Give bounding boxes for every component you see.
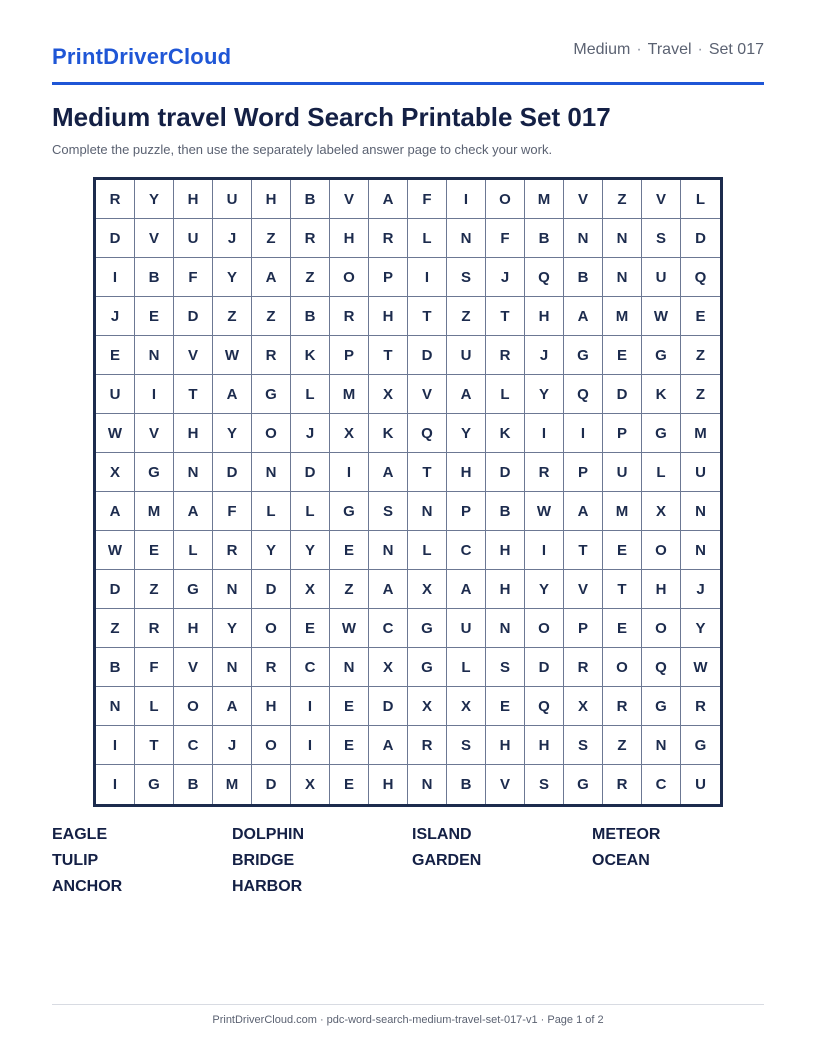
grid-cell: D — [174, 297, 213, 336]
word-list-item: METEOR — [592, 826, 661, 843]
grid-cell: V — [564, 180, 603, 219]
grid-cell: X — [564, 687, 603, 726]
grid-cell: V — [174, 336, 213, 375]
grid-cell: W — [642, 297, 681, 336]
word-list-item: DOLPHIN — [232, 826, 304, 843]
grid-cell: P — [369, 258, 408, 297]
grid-cell: O — [252, 726, 291, 765]
grid-cell: C — [174, 726, 213, 765]
grid-cell: B — [486, 492, 525, 531]
grid-cell: M — [525, 180, 564, 219]
grid-cell: L — [252, 492, 291, 531]
grid-cell: Z — [213, 297, 252, 336]
grid-cell: U — [447, 609, 486, 648]
grid-cell: S — [447, 258, 486, 297]
grid-cell: A — [369, 570, 408, 609]
grid-cell: T — [603, 570, 642, 609]
grid-cell: V — [564, 570, 603, 609]
grid-cell: F — [213, 492, 252, 531]
grid-cell: W — [525, 492, 564, 531]
grid-cell: R — [330, 297, 369, 336]
grid-cell: Y — [135, 180, 174, 219]
grid-cell: U — [695, 776, 706, 793]
grid-cell: N — [564, 219, 603, 258]
grid-cell: I — [291, 726, 330, 765]
grid-cell: Y — [525, 375, 564, 414]
grid-cell: P — [564, 609, 603, 648]
grid-cell: J — [213, 219, 252, 258]
grid-cell: H — [486, 531, 525, 570]
grid-cell: N — [213, 648, 252, 687]
grid-cell: U — [603, 453, 642, 492]
grid-cell: P — [447, 492, 486, 531]
grid-cell: T — [408, 453, 447, 492]
grid-cell: H — [525, 726, 564, 765]
grid-cell: Y — [447, 414, 486, 453]
grid-cell: G — [564, 765, 603, 804]
brand-logo: PrintDriverCloud — [52, 44, 232, 69]
grid-cell: D — [408, 336, 447, 375]
grid-cell: G — [681, 726, 720, 765]
word-list-item: BRIDGE — [232, 852, 295, 869]
grid-cell: Q — [408, 414, 447, 453]
grid-cell: G — [564, 336, 603, 375]
grid-cell: Y — [681, 609, 720, 648]
grid-cell: L — [447, 648, 486, 687]
grid-cell: R — [525, 453, 564, 492]
grid-cell: N — [681, 531, 720, 570]
grid-cell: A — [252, 258, 291, 297]
grid-cell: R — [603, 765, 642, 804]
grid-cell: W — [213, 336, 252, 375]
grid-cell: B — [525, 219, 564, 258]
grid-cell: J — [291, 414, 330, 453]
grid-cell: W — [96, 414, 135, 453]
grid-cell: B — [447, 765, 486, 804]
grid-cell: S — [447, 726, 486, 765]
grid-cell: R — [96, 180, 135, 219]
grid-cell: X — [369, 375, 408, 414]
grid-cell: F — [174, 258, 213, 297]
grid-cell: I — [525, 414, 564, 453]
grid-cell: H — [330, 219, 369, 258]
grid-cell: N — [96, 687, 135, 726]
grid-cell: P — [603, 414, 642, 453]
grid-cell: Z — [252, 297, 291, 336]
word-list — [52, 826, 772, 896]
grid-cell: H — [174, 180, 213, 219]
grid-cell: F — [135, 648, 174, 687]
grid-cell: D — [213, 453, 252, 492]
grid-cell: W — [96, 531, 135, 570]
breadcrumb-separator: · — [636, 41, 642, 58]
grid-cell: L — [135, 687, 174, 726]
grid-cell: L — [174, 531, 213, 570]
grid-cell: A — [564, 297, 603, 336]
grid-cell: C — [642, 765, 681, 804]
grid-cell: Q — [564, 375, 603, 414]
grid-cell: H — [369, 297, 408, 336]
grid-cell: H — [642, 570, 681, 609]
grid-cell: X — [447, 687, 486, 726]
grid-cell: E — [681, 297, 720, 336]
grid-cell: B — [96, 648, 135, 687]
grid-cell: G — [642, 414, 681, 453]
grid-cell: J — [525, 336, 564, 375]
page-footer: PrintDriverCloud.com · pdc-word-search-medium-travel-set-017-v1 · Page 1 of 2 — [212, 1014, 604, 1026]
grid-cell: X — [369, 648, 408, 687]
grid-cell: A — [213, 687, 252, 726]
grid-cell: E — [96, 336, 135, 375]
grid-cell: U — [174, 219, 213, 258]
footer-divider — [52, 1004, 764, 1005]
grid-cell: G — [174, 570, 213, 609]
grid-cell: B — [135, 258, 174, 297]
grid-cell: T — [369, 336, 408, 375]
grid-cell: Z — [447, 297, 486, 336]
word-list-item: TULIP — [52, 852, 99, 869]
grid-cell: O — [252, 609, 291, 648]
grid-cell: J — [486, 258, 525, 297]
word-list-item: GARDEN — [412, 852, 482, 869]
grid-cell: A — [213, 375, 252, 414]
grid-cell: D — [525, 648, 564, 687]
grid-cell: E — [330, 687, 369, 726]
grid-cell: R — [369, 219, 408, 258]
word-search-grid — [93, 177, 723, 807]
grid-cell: I — [96, 726, 135, 765]
grid-cell: R — [291, 219, 330, 258]
grid-cell: X — [408, 687, 447, 726]
grid-cell: L — [642, 453, 681, 492]
grid-cell: A — [564, 492, 603, 531]
grid-cell: S — [525, 765, 564, 804]
grid-cell: N — [642, 726, 681, 765]
grid-cell: G — [642, 336, 681, 375]
grid-cell: N — [252, 453, 291, 492]
grid-cell: Q — [525, 258, 564, 297]
grid-cell: G — [252, 375, 291, 414]
grid-cell: Y — [252, 531, 291, 570]
grid-cell: H — [447, 453, 486, 492]
grid-cell: J — [96, 297, 135, 336]
breadcrumb-separator: · — [697, 41, 703, 58]
grid-cell: S — [564, 726, 603, 765]
grid-cell: U — [213, 180, 252, 219]
grid-cell: Y — [525, 570, 564, 609]
grid-cell: E — [603, 336, 642, 375]
grid-cell: X — [330, 414, 369, 453]
grid-cell: P — [330, 336, 369, 375]
grid-cell: G — [408, 609, 447, 648]
grid-cell: U — [681, 453, 720, 492]
breadcrumb — [573, 41, 764, 59]
grid-cell: V — [330, 180, 369, 219]
grid-cell: T — [564, 531, 603, 570]
grid-cell: I — [408, 258, 447, 297]
grid-cell: H — [486, 726, 525, 765]
grid-cell: K — [369, 414, 408, 453]
grid-cell: B — [291, 180, 330, 219]
grid-cell: R — [252, 648, 291, 687]
grid-cell: B — [564, 258, 603, 297]
grid-cell: N — [486, 609, 525, 648]
grid-cell: Z — [681, 336, 720, 375]
grid-cell: H — [252, 687, 291, 726]
grid-cell: U — [642, 258, 681, 297]
grid-cell: Y — [213, 609, 252, 648]
grid-cell: F — [486, 219, 525, 258]
word-list-item: ISLAND — [412, 826, 472, 843]
grid-cell: Q — [525, 687, 564, 726]
grid-cell: L — [291, 492, 330, 531]
grid-cell: I — [291, 687, 330, 726]
grid-cell: T — [174, 375, 213, 414]
breadcrumb-set: Set 017 — [708, 41, 764, 58]
grid-cell: E — [291, 609, 330, 648]
grid-cell: N — [213, 570, 252, 609]
grid-cell: L — [408, 531, 447, 570]
grid-cell: X — [291, 570, 330, 609]
grid-cell: C — [447, 531, 486, 570]
word-list-item: HARBOR — [232, 878, 303, 895]
grid-cell: C — [369, 609, 408, 648]
grid-cell: M — [603, 297, 642, 336]
grid-cell: A — [447, 570, 486, 609]
grid-cell: L — [486, 375, 525, 414]
grid-cell: L — [408, 219, 447, 258]
word-list-item: EAGLE — [52, 826, 108, 843]
grid-cell: D — [291, 453, 330, 492]
grid-cell: W — [330, 609, 369, 648]
grid-cell: D — [486, 453, 525, 492]
header-divider — [52, 82, 764, 85]
grid-cell: A — [174, 492, 213, 531]
grid-cell: O — [525, 609, 564, 648]
grid-cell: K — [291, 336, 330, 375]
grid-cell: R — [408, 726, 447, 765]
grid-cell: E — [330, 765, 369, 804]
grid-cell: L — [681, 180, 720, 219]
grid-cell: I — [96, 765, 135, 804]
breadcrumb-difficulty: Medium — [573, 41, 631, 58]
grid-cell: D — [96, 219, 135, 258]
grid-cell: E — [135, 531, 174, 570]
grid-cell: J — [681, 570, 720, 609]
grid-cell: D — [96, 570, 135, 609]
grid-cell: Z — [603, 180, 642, 219]
grid-cell: N — [369, 531, 408, 570]
grid-cell: G — [330, 492, 369, 531]
grid-cell: E — [486, 687, 525, 726]
grid-cell: X — [642, 492, 681, 531]
grid-cell: A — [369, 726, 408, 765]
grid-cell: S — [486, 648, 525, 687]
grid-cell: D — [603, 375, 642, 414]
grid-cell: B — [174, 765, 213, 804]
grid-cell: M — [681, 414, 720, 453]
grid-cell: N — [447, 219, 486, 258]
grid-cell: D — [369, 687, 408, 726]
grid-cell: Z — [135, 570, 174, 609]
grid-cell: R — [252, 336, 291, 375]
grid-cell: N — [174, 453, 213, 492]
grid-cell: M — [213, 765, 252, 804]
grid-cell: M — [135, 492, 174, 531]
grid-cell: O — [642, 609, 681, 648]
grid-cell: N — [603, 258, 642, 297]
grid-cell: H — [174, 414, 213, 453]
grid-cell: P — [564, 453, 603, 492]
grid-cell: V — [642, 180, 681, 219]
grid-cell: V — [135, 414, 174, 453]
grid-cell: H — [369, 765, 408, 804]
grid-cell: M — [330, 375, 369, 414]
grid-cell: Z — [96, 609, 135, 648]
grid-cell: O — [642, 531, 681, 570]
grid-cell: R — [603, 687, 642, 726]
grid-cell: R — [564, 648, 603, 687]
grid-cell: A — [369, 453, 408, 492]
grid-cell: I — [447, 180, 486, 219]
grid-cell: W — [681, 648, 720, 687]
grid-cell: N — [603, 219, 642, 258]
grid-cell: G — [408, 648, 447, 687]
grid-cell: I — [135, 375, 174, 414]
grid-cell: E — [135, 297, 174, 336]
grid-cell: R — [213, 531, 252, 570]
word-list-item: ANCHOR — [52, 878, 123, 895]
grid-cell: O — [603, 648, 642, 687]
grid-cell: J — [213, 726, 252, 765]
grid-cell: Z — [330, 570, 369, 609]
grid-cell: O — [174, 687, 213, 726]
grid-cell: I — [525, 531, 564, 570]
grid-cell: T — [408, 297, 447, 336]
grid-cell: R — [135, 609, 174, 648]
grid-cell: L — [291, 375, 330, 414]
grid-cell: Z — [681, 375, 720, 414]
grid-cell: H — [525, 297, 564, 336]
grid-cell: I — [96, 258, 135, 297]
grid-cell: Y — [291, 531, 330, 570]
grid-cell: M — [603, 492, 642, 531]
grid-cell: N — [330, 648, 369, 687]
grid-cell: X — [408, 570, 447, 609]
grid-cell: E — [603, 531, 642, 570]
grid-cell: Z — [603, 726, 642, 765]
grid-cell: A — [96, 492, 135, 531]
grid-cell: E — [330, 726, 369, 765]
grid-cell: Y — [213, 258, 252, 297]
grid-cell: Z — [291, 258, 330, 297]
grid-cell: O — [486, 180, 525, 219]
page-title: Medium travel Word Search Printable Set 017 — [52, 102, 611, 132]
grid-cell: E — [330, 531, 369, 570]
grid-cell: K — [486, 414, 525, 453]
grid-cell: O — [252, 414, 291, 453]
grid-cell: N — [135, 336, 174, 375]
grid-cell: B — [291, 297, 330, 336]
grid-cell: G — [135, 765, 174, 804]
grid-cell: X — [96, 453, 135, 492]
grid-cell: R — [486, 336, 525, 375]
grid-cell: V — [135, 219, 174, 258]
breadcrumb-category: Travel — [647, 41, 692, 58]
grid-cell: U — [447, 336, 486, 375]
grid-cell: I — [330, 453, 369, 492]
page-subtitle: Complete the puzzle, then use the separately labeled answer page to check your work. — [52, 142, 553, 157]
grid-cell: H — [486, 570, 525, 609]
grid-cell: Q — [681, 258, 720, 297]
grid-cell: X — [291, 765, 330, 804]
grid-cell: C — [291, 648, 330, 687]
grid-cell: N — [681, 492, 720, 531]
grid-cell: V — [174, 648, 213, 687]
grid-cell: K — [642, 375, 681, 414]
grid-cell: T — [135, 726, 174, 765]
grid-cell: D — [252, 765, 291, 804]
grid-cell: S — [369, 492, 408, 531]
grid-cell: Q — [642, 648, 681, 687]
grid-cell: F — [408, 180, 447, 219]
grid-cell: G — [135, 453, 174, 492]
grid-cell: T — [486, 297, 525, 336]
grid-cell: H — [174, 609, 213, 648]
grid-cell: Y — [213, 414, 252, 453]
grid-cell: N — [408, 765, 447, 804]
grid-cell: A — [369, 180, 408, 219]
grid-cell: N — [408, 492, 447, 531]
grid-cell: D — [252, 570, 291, 609]
grid-cell: D — [681, 219, 720, 258]
grid-cell: G — [642, 687, 681, 726]
grid-cell: E — [603, 609, 642, 648]
grid-cell: O — [330, 258, 369, 297]
grid-cell: R — [681, 687, 720, 726]
grid-cell: V — [408, 375, 447, 414]
grid-cell: U — [96, 375, 135, 414]
grid-cell: Z — [252, 219, 291, 258]
grid-cell: S — [642, 219, 681, 258]
grid-cell: H — [252, 180, 291, 219]
grid-cell: V — [486, 765, 525, 804]
grid-cell: I — [564, 414, 603, 453]
grid-cell: A — [447, 375, 486, 414]
word-list-item: OCEAN — [592, 852, 650, 869]
